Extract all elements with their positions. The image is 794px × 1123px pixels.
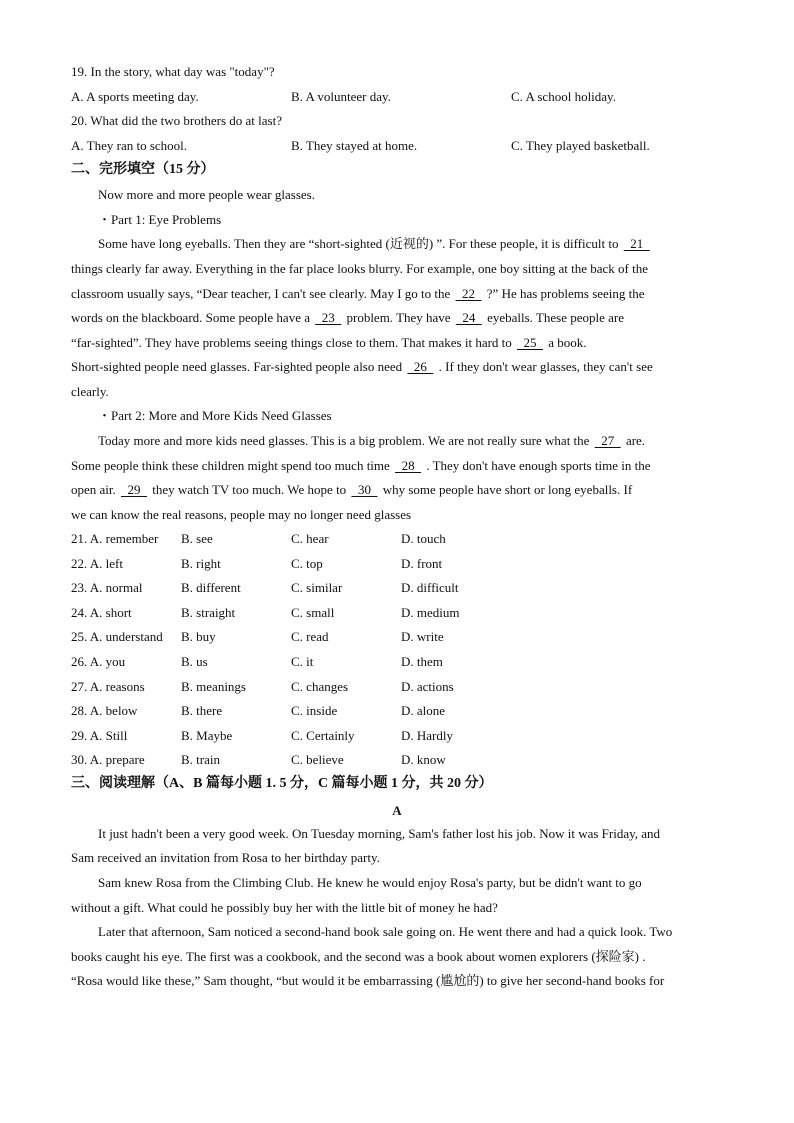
- option-26-d: D. them: [401, 654, 443, 669]
- blank-23: 23: [315, 310, 342, 325]
- option-21-c: C. hear: [291, 531, 329, 546]
- reading-line: “Rosa would like these,” Sam thought, “but would it be embarrassing (尴尬的) to give her second-hand books for: [71, 973, 665, 988]
- blank-28: 28: [395, 458, 422, 473]
- cloze-text: ?” He has problems seeing the: [486, 286, 645, 301]
- option-22-d: D. front: [401, 556, 443, 571]
- cloze-line: we can know the real reasons, people may no longer need glasses: [71, 507, 412, 522]
- cloze-line: [71, 359, 721, 375]
- option-28-c: C. inside: [291, 703, 338, 718]
- option-25-c: C. read: [291, 629, 329, 644]
- cloze-line: [71, 310, 721, 326]
- option-30-a: 30. A. prepare: [71, 752, 145, 767]
- option-29-a: 29. A. Still: [71, 728, 128, 743]
- cloze-intro: Now more and more people wear glasses.: [98, 187, 315, 202]
- cloze-text: . They don't have enough sports time in the: [426, 458, 651, 473]
- option-30-c: C. believe: [291, 752, 344, 767]
- cloze-line: things clearly far away. Everything in the far place looks blurry. For example, one boy sitting at the back of the: [71, 261, 648, 276]
- blank-27: 27: [594, 433, 621, 448]
- cloze-text: they watch TV too much. We hope to: [152, 482, 347, 497]
- option-26-b: B. us: [181, 654, 208, 669]
- q20-option-c: C. They played basketball.: [511, 138, 650, 153]
- cloze-text: open air.: [71, 482, 116, 497]
- section-2-title: 二、完形填空（15 分）: [71, 162, 215, 177]
- option-29-b: B. Maybe: [181, 728, 233, 743]
- option-22-a: 22. A. left: [71, 556, 123, 571]
- cloze-text: Short-sighted people need glasses. Far-sighted people also need: [71, 359, 403, 374]
- option-29-d: D. Hardly: [401, 728, 453, 743]
- q20-option-a: A. They ran to school.: [71, 138, 188, 153]
- option-28-d: D. alone: [401, 703, 446, 718]
- reading-line: books caught his eye. The first was a cookbook, and the second was a book about women explorers (探险家) .: [71, 949, 646, 964]
- blank-24: 24: [455, 310, 482, 325]
- blank-30: 30: [351, 482, 378, 497]
- cloze-line: [71, 286, 721, 302]
- cloze-line: clearly.: [71, 384, 109, 399]
- option-30-b: B. train: [181, 752, 220, 767]
- blank-22: 22: [455, 286, 482, 301]
- q20-option-b: B. They stayed at home.: [291, 138, 418, 153]
- option-24-a: 24. A. short: [71, 605, 132, 620]
- cloze-text: are.: [625, 433, 646, 448]
- option-25-a: 25. A. understand: [71, 629, 163, 644]
- cloze-text: why some people have short or long eyeballs. If: [382, 482, 633, 497]
- cloze-line: [71, 335, 721, 351]
- option-25-b: B. buy: [181, 629, 216, 644]
- option-26-c: C. it: [291, 654, 314, 669]
- option-23-a: 23. A. normal: [71, 580, 143, 595]
- option-23-b: B. different: [181, 580, 241, 595]
- option-24-b: B. straight: [181, 605, 236, 620]
- q19-option-a: A. A sports meeting day.: [71, 89, 199, 104]
- option-24-d: D. medium: [401, 605, 460, 620]
- cloze-line: [71, 482, 721, 498]
- cloze-text: eyeballs. These people are: [487, 310, 624, 325]
- option-30-d: D. know: [401, 752, 446, 767]
- reading-line: It just hadn't been a very good week. On Tuesday morning, Sam's father lost his job. Now it was Friday, and: [98, 826, 661, 841]
- option-22-c: C. top: [291, 556, 323, 571]
- option-21-b: B. see: [181, 531, 213, 546]
- option-29-c: C. Certainly: [291, 728, 355, 743]
- question-20: 20. What did the two brothers do at last?: [71, 113, 282, 128]
- section-3-title: 三、阅读理解（A、B 篇每小题 1. 5 分，C 篇每小题 1 分，共 20 分）: [71, 776, 493, 791]
- cloze-text: classroom usually says, “Dear teacher, I can't see clearly. May I go to the: [71, 286, 451, 301]
- blank-29: 29: [121, 482, 148, 497]
- option-21-a: 21. A. remember: [71, 531, 159, 546]
- cloze-line: [98, 236, 748, 252]
- cloze-text: Today more and more kids need glasses. This is a big problem. We are not really sure what the: [98, 433, 590, 448]
- reading-line: without a gift. What could he possibly buy her with the little bit of money he had?: [71, 900, 498, 915]
- blank-26: 26: [407, 359, 434, 374]
- question-19: 19. In the story, what day was "today"?: [71, 64, 275, 79]
- option-27-a: 27. A. reasons: [71, 679, 145, 694]
- option-25-d: D. write: [401, 629, 444, 644]
- option-24-c: C. small: [291, 605, 335, 620]
- option-28-a: 28. A. below: [71, 703, 138, 718]
- option-26-a: 26. A. you: [71, 654, 126, 669]
- cloze-text: . If they don't wear glasses, they can't see: [438, 359, 653, 374]
- reading-line: Sam knew Rosa from the Climbing Club. He knew he would enjoy Rosa's party, but be didn't want to go: [98, 875, 642, 890]
- option-23-c: C. similar: [291, 580, 343, 595]
- cloze-text: a book.: [548, 335, 587, 350]
- reading-line: Sam received an invitation from Rosa to her birthday party.: [71, 850, 380, 865]
- blank-21: 21: [623, 236, 650, 251]
- blank-25: 25: [517, 335, 544, 350]
- option-27-c: C. changes: [291, 679, 349, 694]
- option-27-b: B. meanings: [181, 679, 246, 694]
- part-2-title: ・Part 2: More and More Kids Need Glasses: [98, 408, 332, 423]
- cloze-line: [98, 433, 748, 449]
- q19-option-b: B. A volunteer day.: [291, 89, 391, 104]
- q19-option-c: C. A school holiday.: [511, 89, 616, 104]
- passage-label: A: [392, 803, 402, 818]
- cloze-text: Some people think these children might spend too much time: [71, 458, 390, 473]
- cloze-text: problem. They have: [346, 310, 451, 325]
- option-23-d: D. difficult: [401, 580, 459, 595]
- part-1-title: ・Part 1: Eye Problems: [98, 212, 222, 227]
- option-28-b: B. there: [181, 703, 223, 718]
- reading-line: Later that afternoon, Sam noticed a second-hand book sale going on. He went there and had a quick look. Two: [98, 924, 673, 939]
- cloze-text: “far-sighted”. They have problems seeing things close to them. That makes it hard to: [71, 335, 512, 350]
- cloze-text: words on the blackboard. Some people have a: [71, 310, 310, 325]
- option-22-b: B. right: [181, 556, 221, 571]
- option-27-d: D. actions: [401, 679, 454, 694]
- option-21-d: D. touch: [401, 531, 446, 546]
- cloze-text: Some have long eyeballs. Then they are “short-sighted (近视的) ”. For these people, it is difficult to: [98, 236, 619, 251]
- cloze-line: [71, 458, 721, 474]
